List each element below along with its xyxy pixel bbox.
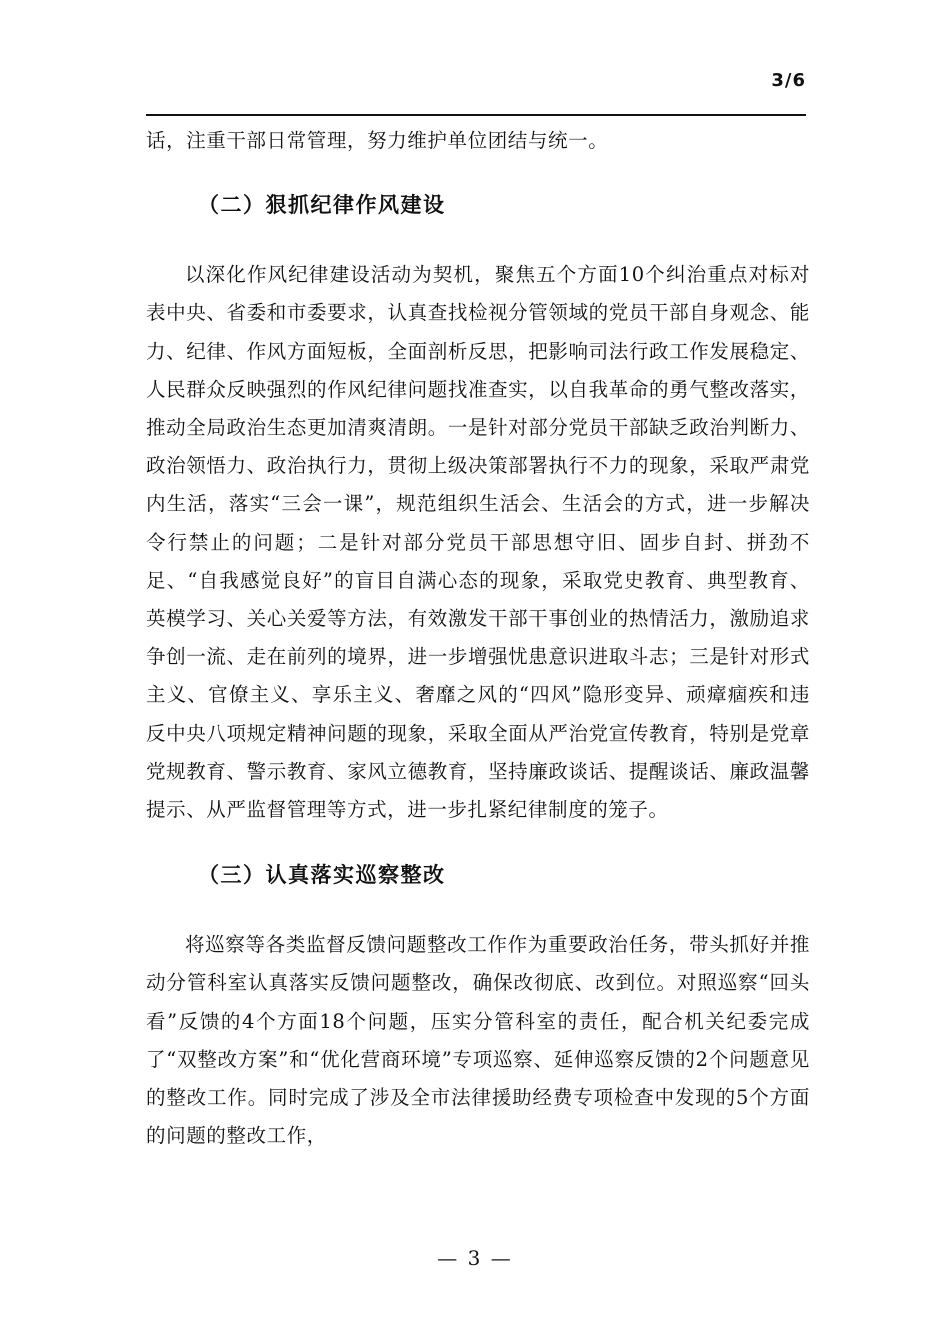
section-heading-3: （三）认真落实巡察整改 — [198, 863, 446, 888]
page-number: — 3 — — [437, 1246, 513, 1270]
document-body — [146, 118, 810, 1155]
continuation-paragraph: 话，注重干部日常管理，努力维护单位团结与统一。 — [146, 129, 609, 152]
page-count: 3/6 — [771, 70, 806, 91]
section-heading-2: （二）狠抓纪律作风建设 — [198, 193, 446, 218]
section-3-paragraph: 将巡察等各类监督反馈问题整改工作作为重要政治任务，带头抓好并推动分管科室认真落实反馈问题整改，确保改彻底、改到位。对照巡察“回头看”反馈的4个方面18个问题，压实分管科室的责任，配合机关纪委完成了“双整改方案”和“优化营商环境”专项巡察、延伸巡察反馈的2个问题意见的整改工作。同时完成了涉及全市法律援助经费专项检查中发现的5个方面的问题的整改工作， — [146, 933, 810, 1148]
page-header — [146, 66, 806, 116]
section-2-paragraph: 以深化作风纪律建设活动为契机，聚焦五个方面10个纠治重点对标对表中央、省委和市委要求，认真查找检视分管领域的党员干部自身观念、能力、纪律、作风方面短板，全面剖析反思，把影响司法行政工作发展稳定、人民群众反映强烈的作风纪律问题找准查实，以自我革命的勇气整改落实，推动全局政治生态更加清爽清朗。一是针对部分党员干部缺乏政治判断力、政治领悟力、政治执行力，贯彻上级决策部署执行不力的现象，采取严肃党内生活，落实“三会一课”，规范组织生活会、生活会的方式，进一步解决令行禁止的问题；二是针对部分党员干部思想守旧、固步自封、拼劲不足、“自我感觉良好”的盲目自满心态的现象，采取党史教育、典型教育、英模学习、关心关爱等方法，有效激发干部干事创业的热情活力，激励追求争创一流、走在前列的境界，进一步增强忧患意识进取斗志；三是针对形式主义、官僚主义、享乐主义、奢靡之风的“四风”隐形变异、顽瘴痼疾和违反中央八项规定精神问题的现象，采取全面从严治党宣传教育，特别是党章党规教育、警示教育、家风立德教育，坚持廉政谈话、提醒谈话、廉政温馨提示、从严监督管理等方式，进一步扎紧纪律制度的笼子。 — [146, 263, 810, 822]
